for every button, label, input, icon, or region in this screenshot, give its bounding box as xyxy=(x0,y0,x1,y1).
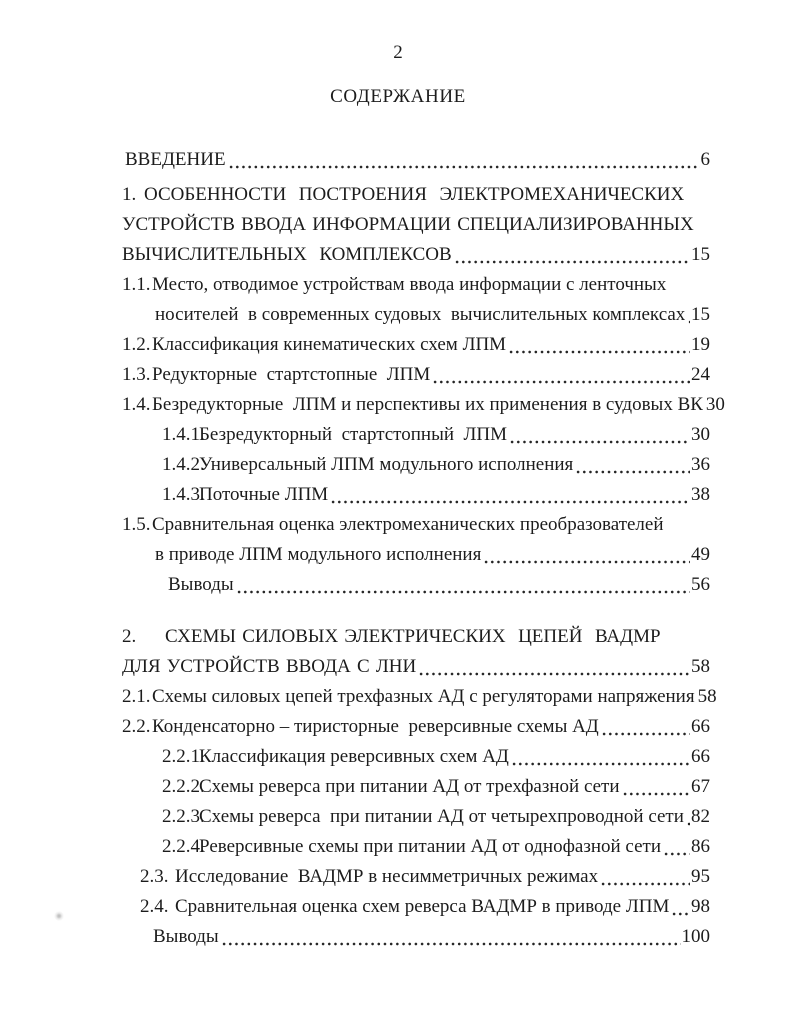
toc-row xyxy=(122,145,710,175)
toc-row xyxy=(122,300,710,330)
dot-leader xyxy=(454,240,690,270)
toc-row xyxy=(122,420,710,450)
toc-row xyxy=(122,210,710,240)
toc-entry-number: 2.4. xyxy=(140,896,169,917)
toc-entry-text: Классификация кинематических схем ЛПМ xyxy=(152,334,507,355)
toc-entry-page: 66 xyxy=(691,746,710,767)
toc-entry-page: 82 xyxy=(691,806,710,827)
toc-entry-page: 67 xyxy=(691,776,710,797)
toc-entry-text: Место, отводимое устройствам ввода информации с ленточных xyxy=(152,274,667,295)
toc-row xyxy=(122,480,710,510)
toc-entry-page: 15 xyxy=(691,304,710,325)
toc-row xyxy=(122,682,717,712)
toc-entry-number: 2.2.1. xyxy=(162,746,205,767)
toc-entry-text: СХЕМЫ СИЛОВЫХ ЭЛЕКТРИЧЕСКИХ ЦЕПЕЙ ВАДМР xyxy=(165,626,661,647)
toc-row xyxy=(122,330,710,360)
toc-entry-text: ВЫЧИСЛИТЕЛЬНЫХ КОМПЛЕКСОВ xyxy=(122,244,452,265)
toc-entry-page: 86 xyxy=(691,836,710,857)
toc-entry-number: 2.2.3. xyxy=(162,806,205,827)
toc-entry-text: в приводе ЛПМ модульного исполнения xyxy=(155,544,482,565)
toc-entry-number: 1. xyxy=(122,184,137,205)
toc-row xyxy=(122,712,710,742)
toc-entry-page: 19 xyxy=(691,334,710,355)
toc-entry-number: 1.1. xyxy=(122,274,151,295)
toc-row xyxy=(122,892,710,922)
toc-entry-page: 24 xyxy=(691,364,710,385)
dot-leader xyxy=(601,712,690,742)
toc-entry-page: 49 xyxy=(691,544,710,565)
toc-entry-text: Сравнительная оценка схем реверса ВАДМР в приводе ЛПМ xyxy=(175,896,670,917)
dot-leader xyxy=(483,540,690,570)
toc-entry-text: Конденсаторно – тиристорные реверсивные схемы АД xyxy=(152,716,599,737)
toc-entry-page: 100 xyxy=(681,926,710,947)
toc-row xyxy=(122,622,710,652)
toc-entry-number: 1.2. xyxy=(122,334,151,355)
toc-row xyxy=(122,390,725,420)
dot-leader xyxy=(511,742,690,772)
toc-entry-text: Сравнительная оценка электромеханических преобразователей xyxy=(152,514,664,535)
toc-entry-number: 2. xyxy=(122,626,137,647)
toc-entry-number: 1.5. xyxy=(122,514,151,535)
page-title: СОДЕРЖАНИЕ xyxy=(330,86,466,107)
toc-row xyxy=(122,180,710,210)
dot-leader xyxy=(236,570,690,600)
toc-entry-page: 58 xyxy=(691,656,710,677)
toc-entry-text: Схемы реверса при питании АД от трехфазной сети xyxy=(199,776,620,797)
toc-entry-page: 98 xyxy=(691,896,710,917)
toc-entry-text: Безредукторные ЛПМ и перспективы их применения в судовых ВК xyxy=(152,394,703,415)
toc-entry-number: 1.4.3. xyxy=(162,484,205,505)
toc-row xyxy=(122,802,710,832)
toc-entry-text: ВВЕДЕНИЕ xyxy=(125,149,226,170)
toc-row xyxy=(122,832,710,862)
toc-row xyxy=(122,862,710,892)
toc-row xyxy=(122,240,710,270)
toc-entry-number: 2.1. xyxy=(122,686,151,707)
toc-entry-number: 1.3. xyxy=(122,364,151,385)
toc-entry-number: 1.4.1. xyxy=(162,424,205,445)
toc xyxy=(122,145,725,952)
toc-entry-text: УСТРОЙСТВ ВВОДА ИНФОРМАЦИИ СПЕЦИАЛИЗИРОВАННЫХ xyxy=(122,214,694,235)
toc-entry-text: Выводы xyxy=(168,574,234,595)
dot-leader xyxy=(509,420,690,450)
dot-leader xyxy=(663,832,690,862)
toc-row xyxy=(122,540,710,570)
toc-entry-number: 2.2.2. xyxy=(162,776,205,797)
toc-entry-text: Универсальный ЛПМ модульного исполнения xyxy=(199,454,574,475)
dot-leader xyxy=(508,330,690,360)
toc-entry-text: Безредукторный стартстопный ЛПМ xyxy=(199,424,508,445)
toc-entry-page: 58 xyxy=(697,686,717,707)
dot-leader xyxy=(418,652,690,682)
toc-entry-text: Классификация реверсивных схем АД xyxy=(199,746,509,767)
toc-entry-number: 1.4.2. xyxy=(162,454,205,475)
dot-leader xyxy=(600,862,690,892)
toc-entry-page: 36 xyxy=(691,454,710,475)
toc-entry-page: 15 xyxy=(691,244,710,265)
toc-entry-text: Схемы силовых цепей трехфазных АД с регуляторами напряжения xyxy=(152,686,695,707)
toc-entry-page: 38 xyxy=(691,484,710,505)
toc-row xyxy=(122,652,710,682)
dot-leader xyxy=(575,450,690,480)
dot-leader xyxy=(686,802,690,832)
toc-row xyxy=(122,570,710,600)
toc-entry-page: 66 xyxy=(691,716,710,737)
toc-row xyxy=(122,742,710,772)
toc-entry-page: 30 xyxy=(691,424,710,445)
dot-leader xyxy=(221,922,681,952)
toc-entry-text: Редукторные стартстопные ЛПМ xyxy=(152,364,431,385)
dot-leader xyxy=(671,892,690,922)
toc-entry-text: Схемы реверса при питании АД от четырехпроводной сети xyxy=(199,806,684,827)
toc-row xyxy=(122,360,710,390)
toc-row xyxy=(122,510,710,540)
toc-row xyxy=(122,450,710,480)
dot-leader xyxy=(687,300,690,330)
toc-entry-text: Выводы xyxy=(153,926,219,947)
toc-entry-page: 56 xyxy=(691,574,710,595)
toc-entry-text: Реверсивные схемы при питании АД от однофазной сети xyxy=(199,836,661,857)
page-number: 2 xyxy=(393,42,403,63)
toc-entry-page: 6 xyxy=(700,149,710,170)
toc-entry-text: ОСОБЕННОСТИ ПОСТРОЕНИЯ ЭЛЕКТРОМЕХАНИЧЕСКИХ xyxy=(144,184,685,205)
scan-artifact xyxy=(54,911,64,921)
dot-leader xyxy=(228,145,700,175)
dot-leader xyxy=(330,480,690,510)
toc-entry-page: 95 xyxy=(691,866,710,887)
toc-entry-number: 2.3. xyxy=(140,866,169,887)
toc-entry-number: 1.4. xyxy=(122,394,151,415)
toc-row xyxy=(122,772,710,802)
toc-entry-text: Исследование ВАДМР в несимметричных режимах xyxy=(175,866,599,887)
toc-entry-text: носителей в современных судовых вычислительных комплексах xyxy=(155,304,686,325)
toc-entry-number: 2.2. xyxy=(122,716,151,737)
toc-row xyxy=(122,270,710,300)
toc-row xyxy=(122,922,710,952)
dot-leader xyxy=(432,360,690,390)
toc-entry-page: 30 xyxy=(705,394,725,415)
toc-entry-text: ДЛЯ УСТРОЙСТВ ВВОДА С ЛНИ xyxy=(122,656,417,677)
dot-leader xyxy=(622,772,690,802)
toc-entry-text: Поточные ЛПМ xyxy=(199,484,329,505)
toc-entry-number: 2.2.4. xyxy=(162,836,205,857)
